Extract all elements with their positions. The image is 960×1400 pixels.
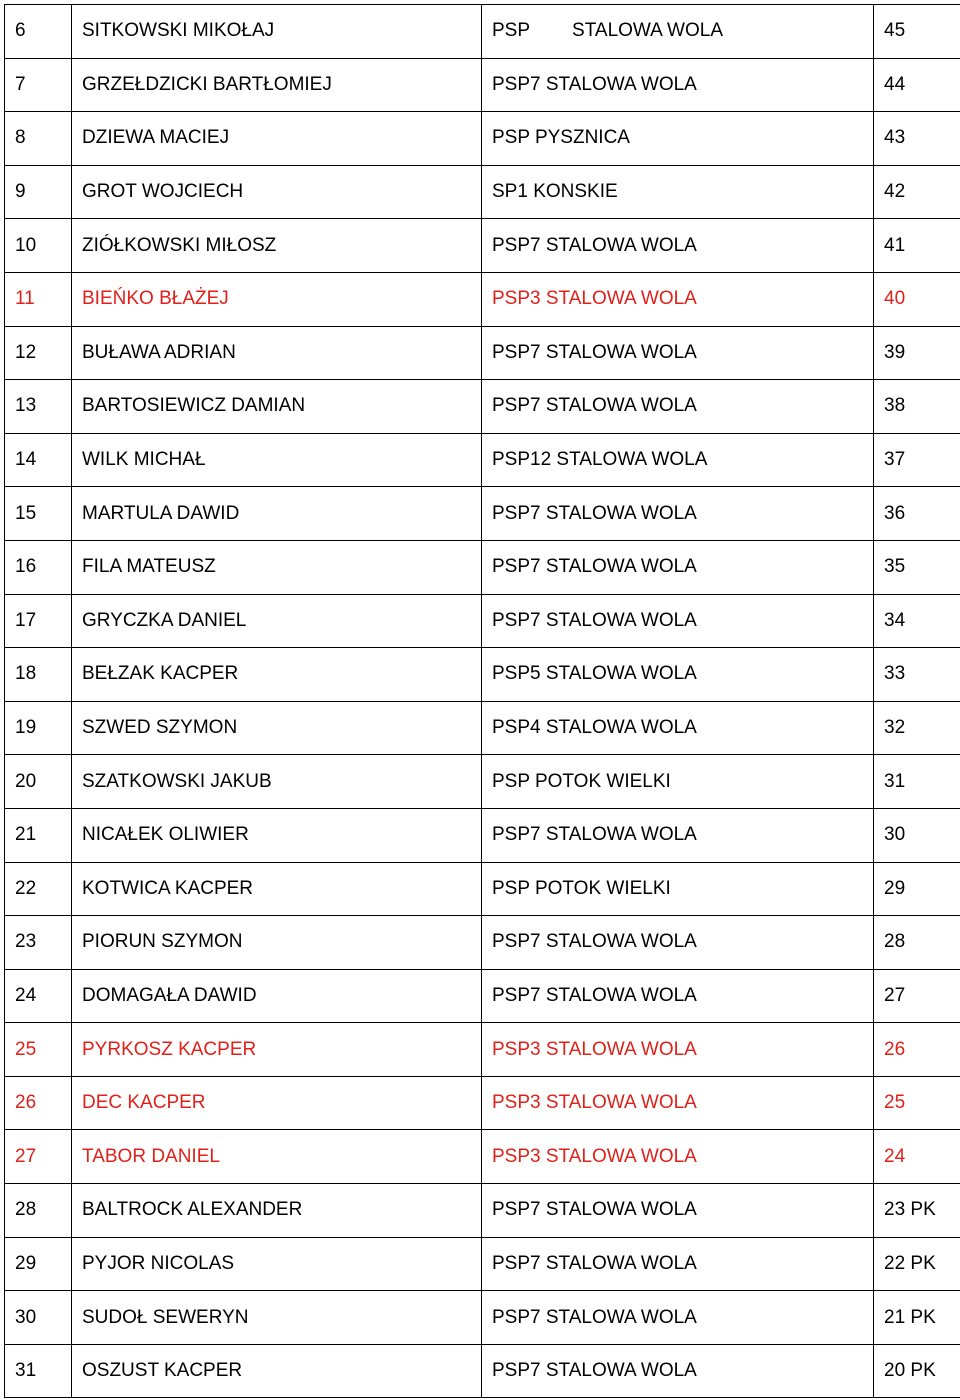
school-cell: PSP3 STALOWA WOLA: [482, 1130, 874, 1184]
table-row: [5, 862, 960, 916]
place-number-cell: 31: [5, 1344, 72, 1398]
place-number-cell: 12: [5, 326, 72, 380]
points-cell: 26: [874, 1023, 960, 1077]
participant-name-cell: OSZUST KACPER: [72, 1344, 482, 1398]
points-cell: 22 PK: [874, 1237, 960, 1291]
table-row: [5, 540, 960, 594]
participant-name-cell: ZIÓŁKOWSKI MIŁOSZ: [72, 219, 482, 273]
school-name: PSP: [492, 20, 531, 42]
place-number-cell: 30: [5, 1291, 72, 1345]
place-number-cell: 16: [5, 540, 72, 594]
school-cell: PSP4 STALOWA WOLA: [482, 701, 874, 755]
school-cell: PSP POTOK WIELKI: [482, 755, 874, 809]
participant-name-cell: MARTULA DAWID: [72, 487, 482, 541]
table-row: [5, 1130, 960, 1184]
table-row: [5, 969, 960, 1023]
school-cell: PSP3 STALOWA WOLA: [482, 272, 874, 326]
place-number-cell: 13: [5, 380, 72, 434]
school-cell: PSP7 STALOWA WOLA: [482, 594, 874, 648]
place-number-cell: 15: [5, 487, 72, 541]
school-cell: SP1 KONSKIE: [482, 165, 874, 219]
table-row: [5, 58, 960, 112]
school-cell: PSP7 STALOWA WOLA: [482, 969, 874, 1023]
place-number-cell: 20: [5, 755, 72, 809]
table-row: [5, 5, 960, 59]
points-cell: 35: [874, 540, 960, 594]
table-row: [5, 487, 960, 541]
place-number-cell: 21: [5, 808, 72, 862]
table-row: [5, 648, 960, 702]
table-row: [5, 1237, 960, 1291]
table-row: [5, 219, 960, 273]
points-cell: 23 PK: [874, 1184, 960, 1238]
participant-name-cell: TABOR DANIEL: [72, 1130, 482, 1184]
place-number-cell: 27: [5, 1130, 72, 1184]
points-cell: 43: [874, 112, 960, 166]
school-cell: PSP POTOK WIELKI: [482, 862, 874, 916]
place-number-cell: 10: [5, 219, 72, 273]
points-cell: 30: [874, 808, 960, 862]
place-number-cell: 19: [5, 701, 72, 755]
table-row: [5, 433, 960, 487]
points-cell: 38: [874, 380, 960, 434]
table-row: [5, 1291, 960, 1345]
participant-name-cell: GROT WOJCIECH: [72, 165, 482, 219]
place-number-cell: 28: [5, 1184, 72, 1238]
place-number-cell: 26: [5, 1076, 72, 1130]
participant-name-cell: DEC KACPER: [72, 1076, 482, 1130]
participant-name-cell: PIORUN SZYMON: [72, 916, 482, 970]
table-row: [5, 755, 960, 809]
points-cell: 20 PK: [874, 1344, 960, 1398]
school-cell: PSP7 STALOWA WOLA: [482, 916, 874, 970]
table-row: [5, 1344, 960, 1398]
place-number-cell: 6: [5, 5, 72, 59]
participant-name-cell: DOMAGAŁA DAWID: [72, 969, 482, 1023]
school-cell: PSP7 STALOWA WOLA: [482, 380, 874, 434]
participant-name-cell: WILK MICHAŁ: [72, 433, 482, 487]
school-cell: PSP7 STALOWA WOLA: [482, 219, 874, 273]
table-row: [5, 808, 960, 862]
place-number-cell: 8: [5, 112, 72, 166]
points-cell: 39: [874, 326, 960, 380]
school-cell: PSP12 STALOWA WOLA: [482, 433, 874, 487]
points-cell: 45: [874, 5, 960, 59]
school-cell: PSP7 STALOWA WOLA: [482, 1291, 874, 1345]
table-row: [5, 112, 960, 166]
school-cell: PSP7 STALOWA WOLA: [482, 808, 874, 862]
points-cell: 41: [874, 219, 960, 273]
school-cell: PSP7 STALOWA WOLA: [482, 540, 874, 594]
results-table-body: [5, 5, 960, 1398]
points-cell: 27: [874, 969, 960, 1023]
school-cell: PSP7 STALOWA WOLA: [482, 1237, 874, 1291]
points-cell: 40: [874, 272, 960, 326]
participant-name-cell: SITKOWSKI MIKOŁAJ: [72, 5, 482, 59]
table-row: [5, 1076, 960, 1130]
table-row: [5, 326, 960, 380]
participant-name-cell: BEŁZAK KACPER: [72, 648, 482, 702]
place-number-cell: 25: [5, 1023, 72, 1077]
table-row: [5, 916, 960, 970]
participant-name-cell: BALTROCK ALEXANDER: [72, 1184, 482, 1238]
table-row: [5, 1184, 960, 1238]
table-row: [5, 380, 960, 434]
school-cell: PSP7 STALOWA WOLA: [482, 58, 874, 112]
points-cell: 34: [874, 594, 960, 648]
points-cell: 28: [874, 916, 960, 970]
participant-name-cell: GRYCZKA DANIEL: [72, 594, 482, 648]
school-town: STALOWA WOLA: [572, 20, 724, 42]
school-cell: PSP PYSZNICA: [482, 112, 874, 166]
participant-name-cell: PYRKOSZ KACPER: [72, 1023, 482, 1077]
place-number-cell: 17: [5, 594, 72, 648]
school-cell: PSP7 STALOWA WOLA: [482, 1344, 874, 1398]
points-cell: 44: [874, 58, 960, 112]
table-row: [5, 1023, 960, 1077]
place-number-cell: 11: [5, 272, 72, 326]
participant-name-cell: PYJOR NICOLAS: [72, 1237, 482, 1291]
participant-name-cell: KOTWICA KACPER: [72, 862, 482, 916]
place-number-cell: 23: [5, 916, 72, 970]
participant-name-cell: SZWED SZYMON: [72, 701, 482, 755]
participant-name-cell: BARTOSIEWICZ DAMIAN: [72, 380, 482, 434]
table-row: [5, 701, 960, 755]
school-cell: PSP7 STALOWA WOLA: [482, 1184, 874, 1238]
place-number-cell: 22: [5, 862, 72, 916]
results-table: [4, 4, 960, 1398]
points-cell: 42: [874, 165, 960, 219]
table-row: [5, 272, 960, 326]
participant-name-cell: GRZEŁDZICKI BARTŁOMIEJ: [72, 58, 482, 112]
place-number-cell: 14: [5, 433, 72, 487]
points-cell: 29: [874, 862, 960, 916]
school-cell: PSP7 STALOWA WOLA: [482, 487, 874, 541]
school-cell: PSP3 STALOWA WOLA: [482, 1023, 874, 1077]
participant-name-cell: BIEŃKO BŁAŻEJ: [72, 272, 482, 326]
points-cell: 32: [874, 701, 960, 755]
points-cell: 21 PK: [874, 1291, 960, 1345]
school-cell: [482, 5, 874, 59]
points-cell: 25: [874, 1076, 960, 1130]
table-row: [5, 594, 960, 648]
place-number-cell: 9: [5, 165, 72, 219]
table-row: [5, 165, 960, 219]
points-cell: 31: [874, 755, 960, 809]
school-cell: PSP7 STALOWA WOLA: [482, 326, 874, 380]
participant-name-cell: SZATKOWSKI JAKUB: [72, 755, 482, 809]
points-cell: 37: [874, 433, 960, 487]
participant-name-cell: SUDOŁ SEWERYN: [72, 1291, 482, 1345]
participant-name-cell: BUŁAWA ADRIAN: [72, 326, 482, 380]
points-cell: 24: [874, 1130, 960, 1184]
school-cell: PSP5 STALOWA WOLA: [482, 648, 874, 702]
points-cell: 36: [874, 487, 960, 541]
participant-name-cell: FILA MATEUSZ: [72, 540, 482, 594]
school-cell: PSP3 STALOWA WOLA: [482, 1076, 874, 1130]
place-number-cell: 24: [5, 969, 72, 1023]
participant-name-cell: DZIEWA MACIEJ: [72, 112, 482, 166]
place-number-cell: 18: [5, 648, 72, 702]
participant-name-cell: NICAŁEK OLIWIER: [72, 808, 482, 862]
place-number-cell: 7: [5, 58, 72, 112]
points-cell: 33: [874, 648, 960, 702]
place-number-cell: 29: [5, 1237, 72, 1291]
